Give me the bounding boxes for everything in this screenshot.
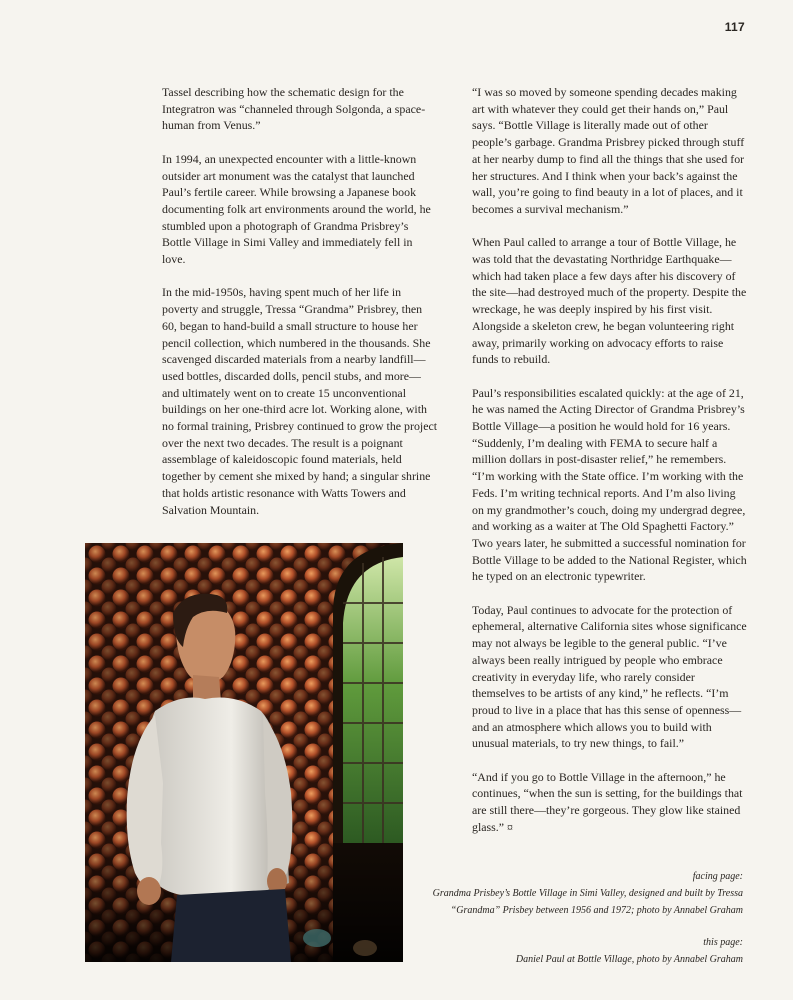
- portrait-photo: [85, 543, 403, 962]
- body-paragraph: Tassel describing how the schematic design for the Integratron was “channeled through Solgonda, a space-human from Venus.”: [162, 85, 426, 133]
- body-paragraph: Today, Paul continues to advocate for the protection of ephemeral, alternative California sites whose significance may not always be legible to the general public. “I’ve always been really intrigued by people who embrace creativity in everyday life, who rarely consider themselves to be artists of any kind,” he reflects. “I’m proud to live in a place that has this sense of openness—and an atmosphere which allows you to build with unusual materials, to try new things, to fail.”: [472, 602, 747, 751]
- left-column: [162, 84, 438, 535]
- right-column: [472, 84, 748, 852]
- caption-text: Daniel Paul at Bottle Village, photo by Annabel Graham: [515, 954, 743, 965]
- caption-label: this page:: [703, 937, 743, 948]
- page-number: 117: [724, 20, 745, 34]
- body-paragraph: In the mid-1950s, having spent much of her life in poverty and struggle, Tressa “Grandma” Prisbrey, then 60, began to hand-build a small structure to house her pencil collection, which numbered in the thousands. She scavenged discarded materials from a nearby landfill—used bottles, discarded dolls, pencil stubs, and more—and ultimately went on to create 15 unconventional buildings on her one-third acre lot. Working alone, with no formal training, Prisbrey continued to grow the project over the next two decades. The result is a poignant assemblage of kaleidoscopic found materials, held together by cement she mixed by hand; a singular shrine that holds artistic resonance with Watts Towers and Salvation Mountain.: [162, 285, 438, 517]
- caption-text: Grandma Prisbey’s Bottle Village in Simi Valley, designed and built by Tressa “Grandma” Prisbey between 1956 and 1972; photo by Annabel Graham: [432, 888, 743, 916]
- portrait-photo-illustration: [85, 543, 403, 962]
- body-paragraph: “I was so moved by someone spending decades making art with whatever they could get their hands on,” Paul says. “Bottle Village is literally made out of other people’s garbage. Grandma Prisbrey picked through stuff at her nearby dump to find all the things that she used for her structures. And I think when your back’s against the wall, you’re going to find beauty in a lot of places, and it becomes a survival mechanism.”: [472, 85, 745, 216]
- body-paragraph: “And if you go to Bottle Village in the afternoon,” he continues, “when the sun is setting, for the buildings that are still there—they’re gorgeous. They glow like stained glass.” ¤: [472, 769, 743, 834]
- body-paragraph: In 1994, an unexpected encounter with a little-known outsider art monument was the catalyst that launched Paul’s fertile career. While browsing a Japanese book documenting folk art environments around the world, he stumbled upon a photograph of Grandma Prisbrey’s Bottle Village in Simi Valley and immediately fell in love.: [162, 151, 431, 267]
- facing-page-caption: [403, 868, 743, 919]
- this-page-caption: [403, 934, 743, 968]
- body-paragraph: Paul’s responsibilities escalated quickly: at the age of 21, he was named the Acting Director of Grandma Prisbrey’s Bottle Village—a position he would hold for 16 years. “Suddenly, I’m dealing with FEMA to secure half a million dollars in post-disaster relief,” he remembers. “I’m working with the State office. I’m working with the Feds. I’m writing technical reports. And I’m also living on my grandmother’s couch, doing my undergrad degree, and working as a waiter at The Old Spaghetti Factory.” Two years later, he submitted a successful nomination for Bottle Village to be added to the National Register, which he typed on an electronic typewriter.: [472, 385, 747, 584]
- body-paragraph: When Paul called to arrange a tour of Bottle Village, he was told that the devastating Northridge Earthquake—which had taken place a few days after his discovery of the site—had destroyed much of the property. Despite the wreckage, he was deeply inspired by his first visit. Alongside a skeleton crew, he began volunteering right away, primarily working on advocacy efforts to raise funds to rebuild.: [472, 235, 747, 367]
- caption-label: facing page:: [692, 871, 743, 882]
